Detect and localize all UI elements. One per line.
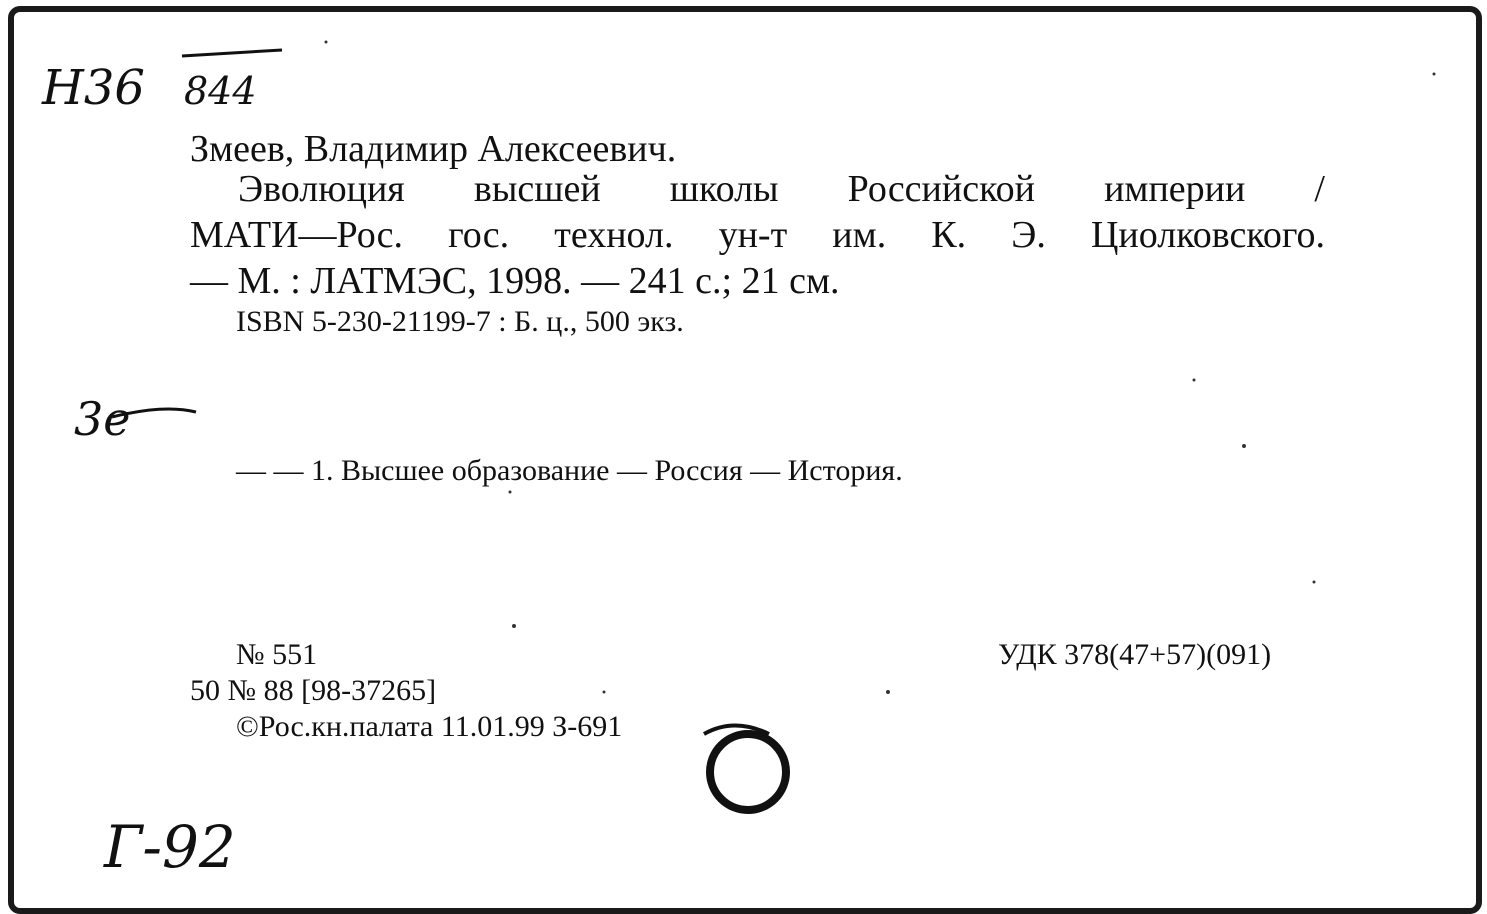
handwritten-author-mark: 844 — [184, 69, 257, 113]
record-number: № 551 — [236, 638, 318, 671]
handwritten-notation: 3е — [74, 392, 131, 446]
catalog-card — [8, 6, 1482, 914]
title-line-2: МАТИ—Рос. гос. технол. ун-т им. К. Э. Циолковского. — [190, 214, 1325, 256]
copyright-line: ©Рос.кн.палата 11.01.99 З-691 — [236, 710, 623, 743]
udk-code: УДК 378(47+57)(091) — [998, 638, 1272, 671]
card-number: 50 № 88 [98-37265] — [190, 674, 437, 707]
punch-hole — [710, 734, 786, 810]
overline-stroke — [182, 50, 282, 56]
handwritten-shelf-code: Н36 — [42, 60, 145, 116]
isbn-line: ISBN 5-230-21199-7 : Б. ц., 500 экз. — [236, 305, 684, 338]
author-heading: Змеев, Владимир Алексеевич. — [190, 128, 677, 170]
publication-line: — М. : ЛАТМЭС, 1998. — 241 с.; 21 см. — [190, 260, 840, 302]
subject-heading: — — 1. Высшее образование — Россия — История. — [236, 454, 903, 487]
handwritten-bottom-code: Г-92 — [104, 813, 236, 881]
title-line-1: Эволюция высшей школы Российской империи / — [238, 168, 1325, 210]
